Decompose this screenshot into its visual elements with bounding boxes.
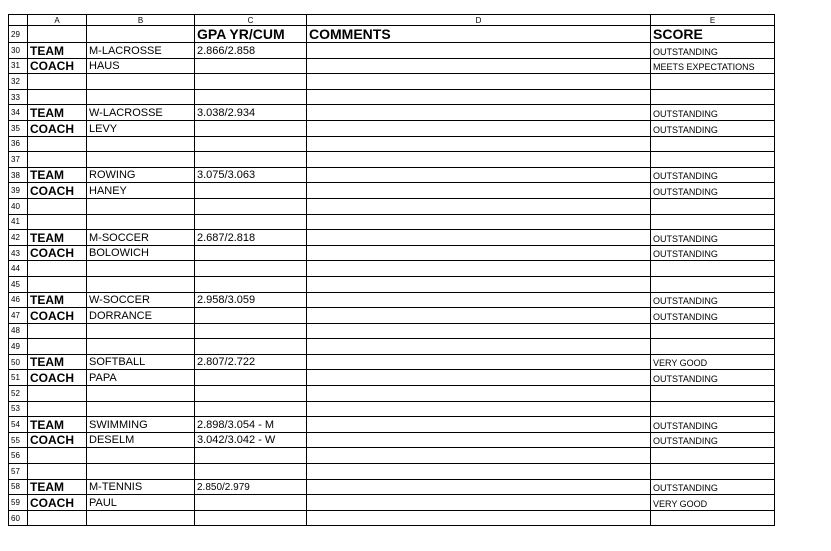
gpa-cell[interactable] bbox=[195, 245, 307, 261]
name-cell[interactable] bbox=[87, 464, 195, 480]
row-number[interactable]: 45 bbox=[9, 276, 28, 292]
comment-cell[interactable] bbox=[307, 230, 651, 246]
score-cell[interactable]: OUTSTANDING bbox=[651, 167, 775, 183]
score-cell[interactable]: OUTSTANDING bbox=[651, 417, 775, 433]
row-number[interactable]: 51 bbox=[9, 370, 28, 386]
name-cell[interactable] bbox=[87, 152, 195, 168]
gpa-cell[interactable] bbox=[195, 152, 307, 168]
comments-column-heading[interactable]: COMMENTS bbox=[307, 26, 651, 43]
gpa-cell[interactable] bbox=[195, 136, 307, 152]
gpa-cell[interactable] bbox=[195, 261, 307, 277]
table-row bbox=[9, 401, 775, 417]
label-cell[interactable] bbox=[28, 198, 87, 214]
score-cell[interactable] bbox=[651, 339, 775, 355]
table-row bbox=[9, 308, 775, 324]
label-cell[interactable]: TEAM bbox=[28, 105, 87, 121]
comment-cell[interactable] bbox=[307, 89, 651, 105]
row-number[interactable]: 38 bbox=[9, 167, 28, 183]
label-cell[interactable] bbox=[28, 214, 87, 230]
row-number[interactable]: 49 bbox=[9, 339, 28, 355]
row-number[interactable]: 57 bbox=[9, 464, 28, 480]
column-header-d[interactable]: D bbox=[307, 15, 651, 26]
name-cell[interactable]: M-LACROSSE bbox=[87, 43, 195, 59]
score-cell[interactable] bbox=[651, 276, 775, 292]
comment-cell[interactable] bbox=[307, 120, 651, 136]
comment-cell[interactable] bbox=[307, 354, 651, 370]
label-cell[interactable]: COACH bbox=[28, 495, 87, 511]
table-row bbox=[9, 152, 775, 168]
label-cell[interactable] bbox=[28, 261, 87, 277]
row-number[interactable]: 53 bbox=[9, 401, 28, 417]
table-row bbox=[9, 120, 775, 136]
name-cell[interactable]: PAUL bbox=[87, 495, 195, 511]
label-cell[interactable] bbox=[28, 74, 87, 90]
table-row bbox=[9, 276, 775, 292]
column-header-e[interactable]: E bbox=[651, 15, 775, 26]
score-cell[interactable]: OUTSTANDING bbox=[651, 292, 775, 308]
name-cell[interactable] bbox=[87, 339, 195, 355]
table-row bbox=[9, 214, 775, 230]
gpa-cell[interactable] bbox=[195, 323, 307, 339]
row-number[interactable]: 56 bbox=[9, 448, 28, 464]
label-cell[interactable]: TEAM bbox=[28, 230, 87, 246]
name-cell[interactable] bbox=[87, 276, 195, 292]
comment-cell[interactable] bbox=[307, 370, 651, 386]
comment-cell[interactable] bbox=[307, 136, 651, 152]
gpa-cell[interactable]: 2.958/3.059 bbox=[195, 292, 307, 308]
gpa-cell[interactable]: 3.042/3.042 - W bbox=[195, 432, 307, 448]
label-cell[interactable]: TEAM bbox=[28, 292, 87, 308]
spreadsheet-grid bbox=[8, 14, 775, 526]
column-header-a[interactable]: A bbox=[28, 15, 87, 26]
score-cell[interactable]: OUTSTANDING bbox=[651, 432, 775, 448]
select-all-corner[interactable] bbox=[9, 15, 28, 26]
column-header-b[interactable]: B bbox=[87, 15, 195, 26]
table-row bbox=[9, 198, 775, 214]
comment-cell[interactable] bbox=[307, 74, 651, 90]
name-cell[interactable] bbox=[87, 261, 195, 277]
comment-cell[interactable] bbox=[307, 105, 651, 121]
score-cell[interactable] bbox=[651, 152, 775, 168]
gpa-cell[interactable] bbox=[195, 308, 307, 324]
gpa-cell[interactable]: 2.898/3.054 - M bbox=[195, 417, 307, 433]
table-header-row bbox=[9, 26, 775, 43]
name-cell[interactable]: HAUS bbox=[87, 58, 195, 74]
comment-cell[interactable] bbox=[307, 198, 651, 214]
row-number[interactable]: 43 bbox=[9, 245, 28, 261]
comment-cell[interactable] bbox=[307, 432, 651, 448]
gpa-cell[interactable] bbox=[195, 120, 307, 136]
score-cell[interactable] bbox=[651, 261, 775, 277]
table-row bbox=[9, 323, 775, 339]
gpa-cell[interactable] bbox=[195, 448, 307, 464]
comment-cell[interactable] bbox=[307, 479, 651, 495]
score-cell[interactable]: OUTSTANDING bbox=[651, 43, 775, 59]
score-cell[interactable] bbox=[651, 89, 775, 105]
table-row bbox=[9, 89, 775, 105]
row-number[interactable]: 58 bbox=[9, 479, 28, 495]
name-cell[interactable] bbox=[87, 214, 195, 230]
row-number[interactable]: 60 bbox=[9, 510, 28, 526]
gpa-cell[interactable] bbox=[195, 276, 307, 292]
score-cell[interactable] bbox=[651, 198, 775, 214]
score-cell[interactable]: OUTSTANDING bbox=[651, 230, 775, 246]
gpa-cell[interactable] bbox=[195, 74, 307, 90]
gpa-cell[interactable]: 2.850/2.979 bbox=[195, 479, 307, 495]
gpa-cell[interactable]: 3.075/3.063 bbox=[195, 167, 307, 183]
score-cell[interactable] bbox=[651, 464, 775, 480]
column-header-c[interactable]: C bbox=[195, 15, 307, 26]
table-row bbox=[9, 386, 775, 402]
comment-cell[interactable] bbox=[307, 152, 651, 168]
gpa-cell[interactable] bbox=[195, 386, 307, 402]
table-row bbox=[9, 448, 775, 464]
name-cell[interactable] bbox=[87, 89, 195, 105]
comment-cell[interactable] bbox=[307, 464, 651, 480]
table-row bbox=[9, 510, 775, 526]
score-cell[interactable] bbox=[651, 386, 775, 402]
row-number[interactable]: 35 bbox=[9, 120, 28, 136]
score-cell[interactable]: OUTSTANDING bbox=[651, 183, 775, 199]
gpa-cell[interactable] bbox=[195, 58, 307, 74]
row-number[interactable]: 32 bbox=[9, 74, 28, 90]
table-row bbox=[9, 370, 775, 386]
gpa-cell[interactable] bbox=[195, 198, 307, 214]
row-number[interactable]: 46 bbox=[9, 292, 28, 308]
table-row bbox=[9, 261, 775, 277]
table-row bbox=[9, 136, 775, 152]
score-cell[interactable]: MEETS EXPECTATIONS bbox=[651, 58, 775, 74]
name-cell[interactable]: M-SOCCER bbox=[87, 230, 195, 246]
row-number[interactable]: 52 bbox=[9, 386, 28, 402]
cell[interactable] bbox=[87, 26, 195, 43]
label-cell[interactable]: TEAM bbox=[28, 354, 87, 370]
comment-cell[interactable] bbox=[307, 386, 651, 402]
comment-cell[interactable] bbox=[307, 510, 651, 526]
row-number[interactable]: 41 bbox=[9, 214, 28, 230]
row-number[interactable]: 48 bbox=[9, 323, 28, 339]
name-cell[interactable]: LEVY bbox=[87, 120, 195, 136]
comment-cell[interactable] bbox=[307, 183, 651, 199]
row-number[interactable]: 44 bbox=[9, 261, 28, 277]
comment-cell[interactable] bbox=[307, 261, 651, 277]
table-row bbox=[9, 74, 775, 90]
score-cell[interactable]: VERY GOOD bbox=[651, 354, 775, 370]
score-cell[interactable] bbox=[651, 74, 775, 90]
label-cell[interactable]: TEAM bbox=[28, 417, 87, 433]
table-row bbox=[9, 292, 775, 308]
row-number[interactable]: 39 bbox=[9, 183, 28, 199]
label-cell[interactable] bbox=[28, 448, 87, 464]
cell[interactable] bbox=[28, 26, 87, 43]
table-row bbox=[9, 105, 775, 121]
table-row bbox=[9, 479, 775, 495]
comment-cell[interactable] bbox=[307, 245, 651, 261]
column-header-row bbox=[9, 15, 775, 26]
name-cell[interactable]: SOFTBALL bbox=[87, 354, 195, 370]
row-number[interactable]: 55 bbox=[9, 432, 28, 448]
table-row bbox=[9, 495, 775, 511]
gpa-cell[interactable] bbox=[195, 401, 307, 417]
label-cell[interactable]: TEAM bbox=[28, 167, 87, 183]
row-number[interactable]: 50 bbox=[9, 354, 28, 370]
name-cell[interactable]: W-SOCCER bbox=[87, 292, 195, 308]
row-number[interactable]: 54 bbox=[9, 417, 28, 433]
row-number[interactable]: 42 bbox=[9, 230, 28, 246]
label-cell[interactable] bbox=[28, 339, 87, 355]
comment-cell[interactable] bbox=[307, 43, 651, 59]
gpa-cell[interactable] bbox=[195, 183, 307, 199]
gpa-cell[interactable]: 2.866/2.858 bbox=[195, 43, 307, 59]
gpa-cell[interactable] bbox=[195, 464, 307, 480]
name-cell[interactable] bbox=[87, 198, 195, 214]
gpa-cell[interactable] bbox=[195, 370, 307, 386]
name-cell[interactable] bbox=[87, 510, 195, 526]
name-cell[interactable]: DORRANCE bbox=[87, 308, 195, 324]
label-cell[interactable] bbox=[28, 89, 87, 105]
table-row bbox=[9, 417, 775, 433]
name-cell[interactable] bbox=[87, 386, 195, 402]
name-cell[interactable] bbox=[87, 323, 195, 339]
name-cell[interactable]: DESELM bbox=[87, 432, 195, 448]
row-number[interactable]: 33 bbox=[9, 89, 28, 105]
comment-cell[interactable] bbox=[307, 417, 651, 433]
table-row bbox=[9, 183, 775, 199]
label-cell[interactable] bbox=[28, 401, 87, 417]
name-cell[interactable]: ROWING bbox=[87, 167, 195, 183]
table-row bbox=[9, 58, 775, 74]
gpa-cell[interactable] bbox=[195, 89, 307, 105]
score-cell[interactable] bbox=[651, 401, 775, 417]
label-cell[interactable]: COACH bbox=[28, 370, 87, 386]
comment-cell[interactable] bbox=[307, 308, 651, 324]
gpa-cell[interactable]: 2.687/2.818 bbox=[195, 230, 307, 246]
gpa-cell[interactable] bbox=[195, 510, 307, 526]
row-number[interactable]: 40 bbox=[9, 198, 28, 214]
table-row bbox=[9, 230, 775, 246]
score-cell[interactable] bbox=[651, 323, 775, 339]
label-cell[interactable] bbox=[28, 386, 87, 402]
comment-cell[interactable] bbox=[307, 323, 651, 339]
label-cell[interactable] bbox=[28, 510, 87, 526]
label-cell[interactable] bbox=[28, 323, 87, 339]
name-cell[interactable]: HANEY bbox=[87, 183, 195, 199]
score-cell[interactable]: VERY GOOD bbox=[651, 495, 775, 511]
name-cell[interactable]: W-LACROSSE bbox=[87, 105, 195, 121]
row-number[interactable]: 47 bbox=[9, 308, 28, 324]
label-cell[interactable]: COACH bbox=[28, 58, 87, 74]
gpa-cell[interactable]: 2.807/2.722 bbox=[195, 354, 307, 370]
label-cell[interactable] bbox=[28, 464, 87, 480]
score-cell[interactable]: OUTSTANDING bbox=[651, 370, 775, 386]
name-cell[interactable] bbox=[87, 74, 195, 90]
label-cell[interactable] bbox=[28, 136, 87, 152]
table-row bbox=[9, 432, 775, 448]
name-cell[interactable]: M-TENNIS bbox=[87, 479, 195, 495]
label-cell[interactable] bbox=[28, 276, 87, 292]
gpa-column-heading[interactable]: GPA YR/CUM bbox=[195, 26, 307, 43]
gpa-cell[interactable] bbox=[195, 339, 307, 355]
score-cell[interactable]: OUTSTANDING bbox=[651, 479, 775, 495]
label-cell[interactable]: COACH bbox=[28, 432, 87, 448]
score-cell[interactable] bbox=[651, 214, 775, 230]
label-cell[interactable]: TEAM bbox=[28, 479, 87, 495]
label-cell[interactable]: COACH bbox=[28, 183, 87, 199]
score-cell[interactable]: OUTSTANDING bbox=[651, 245, 775, 261]
score-cell[interactable]: OUTSTANDING bbox=[651, 308, 775, 324]
comment-cell[interactable] bbox=[307, 58, 651, 74]
row-number[interactable]: 37 bbox=[9, 152, 28, 168]
gpa-cell[interactable] bbox=[195, 495, 307, 511]
gpa-cell[interactable]: 3.038/2.934 bbox=[195, 105, 307, 121]
row-number[interactable]: 29 bbox=[9, 26, 28, 43]
score-cell[interactable] bbox=[651, 448, 775, 464]
score-column-heading[interactable]: SCORE bbox=[651, 26, 775, 43]
comment-cell[interactable] bbox=[307, 167, 651, 183]
name-cell[interactable]: SWIMMING bbox=[87, 417, 195, 433]
table-row bbox=[9, 464, 775, 480]
score-cell[interactable]: OUTSTANDING bbox=[651, 105, 775, 121]
name-cell[interactable] bbox=[87, 136, 195, 152]
comment-cell[interactable] bbox=[307, 214, 651, 230]
row-number[interactable]: 36 bbox=[9, 136, 28, 152]
row-number[interactable]: 59 bbox=[9, 495, 28, 511]
score-cell[interactable]: OUTSTANDING bbox=[651, 120, 775, 136]
name-cell[interactable]: PAPA bbox=[87, 370, 195, 386]
label-cell[interactable] bbox=[28, 152, 87, 168]
name-cell[interactable]: BOLOWICH bbox=[87, 245, 195, 261]
comment-cell[interactable] bbox=[307, 495, 651, 511]
row-number[interactable]: 31 bbox=[9, 58, 28, 74]
table-row bbox=[9, 43, 775, 59]
comment-cell[interactable] bbox=[307, 276, 651, 292]
label-cell[interactable]: TEAM bbox=[28, 43, 87, 59]
label-cell[interactable]: COACH bbox=[28, 308, 87, 324]
comment-cell[interactable] bbox=[307, 339, 651, 355]
row-number[interactable]: 34 bbox=[9, 105, 28, 121]
comment-cell[interactable] bbox=[307, 448, 651, 464]
comment-cell[interactable] bbox=[307, 401, 651, 417]
score-cell[interactable] bbox=[651, 136, 775, 152]
table-row bbox=[9, 354, 775, 370]
gpa-cell[interactable] bbox=[195, 214, 307, 230]
label-cell[interactable]: COACH bbox=[28, 245, 87, 261]
name-cell[interactable] bbox=[87, 448, 195, 464]
label-cell[interactable]: COACH bbox=[28, 120, 87, 136]
name-cell[interactable] bbox=[87, 401, 195, 417]
table-row bbox=[9, 339, 775, 355]
comment-cell[interactable] bbox=[307, 292, 651, 308]
row-number[interactable]: 30 bbox=[9, 43, 28, 59]
table-row bbox=[9, 245, 775, 261]
table-row bbox=[9, 167, 775, 183]
score-cell[interactable] bbox=[651, 510, 775, 526]
